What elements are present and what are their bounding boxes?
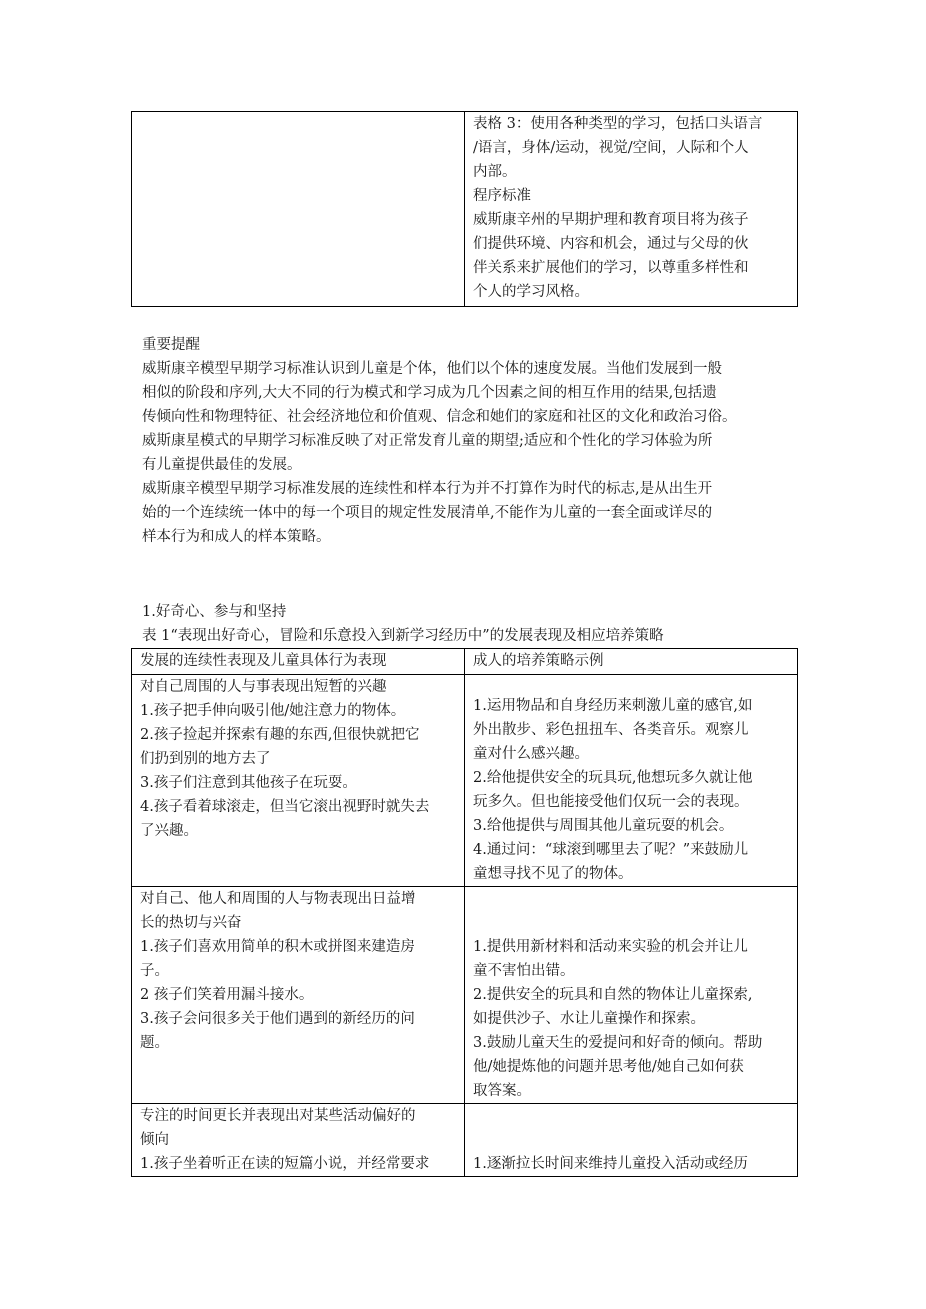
empty-cell	[132, 112, 465, 307]
cell-line: 外出散步、彩色扭扭车、各类音乐。观察儿	[473, 722, 749, 738]
paragraph-line: 始的一个连续统一体中的每一个项目的规定性发展清单,不能作为儿童的一套全面或详尽的	[142, 505, 713, 521]
cell-line: 玩多久。但也能接受他们仅玩一会的表现。	[473, 794, 749, 810]
paragraph-line: 威斯康辛模型早期学习标准认识到儿童是个体，他们以个体的速度发展。当他们发展到一般	[142, 361, 722, 377]
cell-line: 3.孩子会问很多关于他们遇到的新经历的问	[140, 1011, 415, 1027]
cell-line: 个人的学习风格。	[473, 284, 589, 300]
cell-line: 长的热切与兴奋	[140, 915, 242, 931]
cell-line: 题。	[140, 1035, 169, 1051]
standards-cell	[465, 112, 798, 307]
table-caption: 表 1“表现出好奇心，冒险和乐意投入到新学习经历中”的发展表现及相应培养策略	[142, 628, 664, 644]
paragraph-line: 样本行为和成人的样本策略。	[142, 529, 331, 545]
cell-line: 1.孩子把手伸向吸引他/她注意力的物体。	[140, 703, 406, 719]
table-row	[132, 1104, 798, 1177]
cell-line: 3.给他提供与周围其他儿童玩耍的机会。	[473, 818, 734, 834]
table-row	[132, 112, 798, 307]
cell-line: 们提供环境、内容和机会，通过与父母的伙	[473, 236, 749, 252]
cell-line: 童想寻找不见了的物体。	[473, 866, 633, 882]
cell-line: 如提供沙子、水让儿童操作和探索。	[473, 1011, 705, 1027]
cell-line: 2.提供安全的玩具和自然的物体让儿童探索,	[473, 987, 753, 1003]
behavior-cell	[132, 887, 465, 1104]
reminder-section	[142, 333, 802, 549]
cell-line: 3.鼓励儿童天生的爱提问和好奇的倾向。帮助	[473, 1035, 763, 1051]
strategy-cell	[465, 887, 798, 1104]
paragraph-line: 威斯康星模式的早期学习标准反映了对正常发育儿童的期望;适应和个性化的学习体验为所	[142, 433, 713, 449]
strategy-cell	[465, 1104, 798, 1177]
section-heading: 重要提醒	[142, 337, 200, 353]
cell-line: 伴关系来扩展他们的学习，以尊重多样性和	[473, 260, 749, 276]
cell-line: 对自己周围的人与事表现出短暂的兴趣	[140, 679, 387, 695]
cell-line: 程序标准	[473, 188, 531, 204]
cell-line: 们扔到别的地方去了	[140, 751, 271, 767]
behavior-cell	[132, 675, 465, 887]
cell-line: 1.逐渐拉长时间来维持儿童投入活动或经历	[473, 1156, 748, 1172]
column-header: 发展的连续性表现及儿童具体行为表现	[132, 649, 465, 675]
cell-line: 3.孩子们注意到其他孩子在玩耍。	[140, 775, 357, 791]
cell-line: 童不害怕出错。	[473, 963, 575, 979]
paragraph-line: 传倾向性和物理特征、社会经济地位和价值观、信念和她们的家庭和社区的文化和政治习俗。	[142, 409, 737, 425]
cell-line: 表格 3：使用各种类型的学习，包括口头语言	[473, 116, 763, 132]
behavior-cell	[132, 1104, 465, 1177]
cell-line: 4.孩子看着球滚走，但当它滚出视野时就失去	[140, 799, 430, 815]
cell-line: 1.运用物品和自身经历来刺激儿童的感官,如	[473, 698, 753, 714]
paragraph-line: 威斯康辛模型早期学习标准发展的连续性和样本行为并不打算作为时代的标志,是从出生开	[142, 481, 713, 497]
development-table	[131, 648, 798, 1177]
cell-line: 他/她提炼他的问题并思考他/她自己如何获	[473, 1059, 744, 1075]
cell-line: 2 孩子们笑着用漏斗接水。	[140, 987, 314, 1003]
column-header: 成人的培养策略示例	[465, 649, 798, 675]
paragraph-line: 有儿童提供最佳的发展。	[142, 457, 302, 473]
cell-line: 对自己、他人和周围的人与物表现出日益增	[140, 891, 416, 907]
cell-line: 了兴趣。	[140, 823, 198, 839]
table-row	[132, 675, 798, 887]
table-row	[132, 887, 798, 1104]
cell-line: 4.通过问：“球滚到哪里去了呢？”来鼓励儿	[473, 842, 749, 858]
cell-line: 1.孩子们喜欢用简单的积木或拼图来建造房	[140, 939, 415, 955]
cell-line: 内部。	[473, 164, 517, 180]
cell-line: 2.孩子捡起并探索有趣的东西,但很快就把它	[140, 727, 420, 743]
cell-line: 取答案。	[473, 1083, 531, 1099]
section-1	[142, 600, 802, 648]
cell-line: /语言，身体/运动，视觉/空间，人际和个人	[473, 140, 749, 156]
cell-line: 专注的时间更长并表现出对某些活动偏好的	[140, 1108, 416, 1124]
section-heading: 1.好奇心、参与和坚持	[142, 604, 287, 620]
table-header-row	[132, 649, 798, 675]
cell-line: 倾向	[140, 1132, 169, 1148]
cell-line: 2.给他提供安全的玩具玩,他想玩多久就让他	[473, 770, 753, 786]
paragraph-line: 相似的阶段和序列,大大不同的行为模式和学习成为几个因素之间的相互作用的结果,包括遗	[142, 385, 717, 401]
cell-line: 1.孩子坐着听正在读的短篇小说，并经常要求	[140, 1156, 430, 1172]
continuation-table	[131, 111, 798, 307]
cell-line: 童对什么感兴趣。	[473, 746, 589, 762]
strategy-cell	[465, 675, 798, 887]
cell-line: 威斯康辛州的早期护理和教育项目将为孩子	[473, 212, 749, 228]
cell-line: 1.提供用新材料和活动来实验的机会并让儿	[473, 939, 748, 955]
cell-line: 子。	[140, 963, 169, 979]
